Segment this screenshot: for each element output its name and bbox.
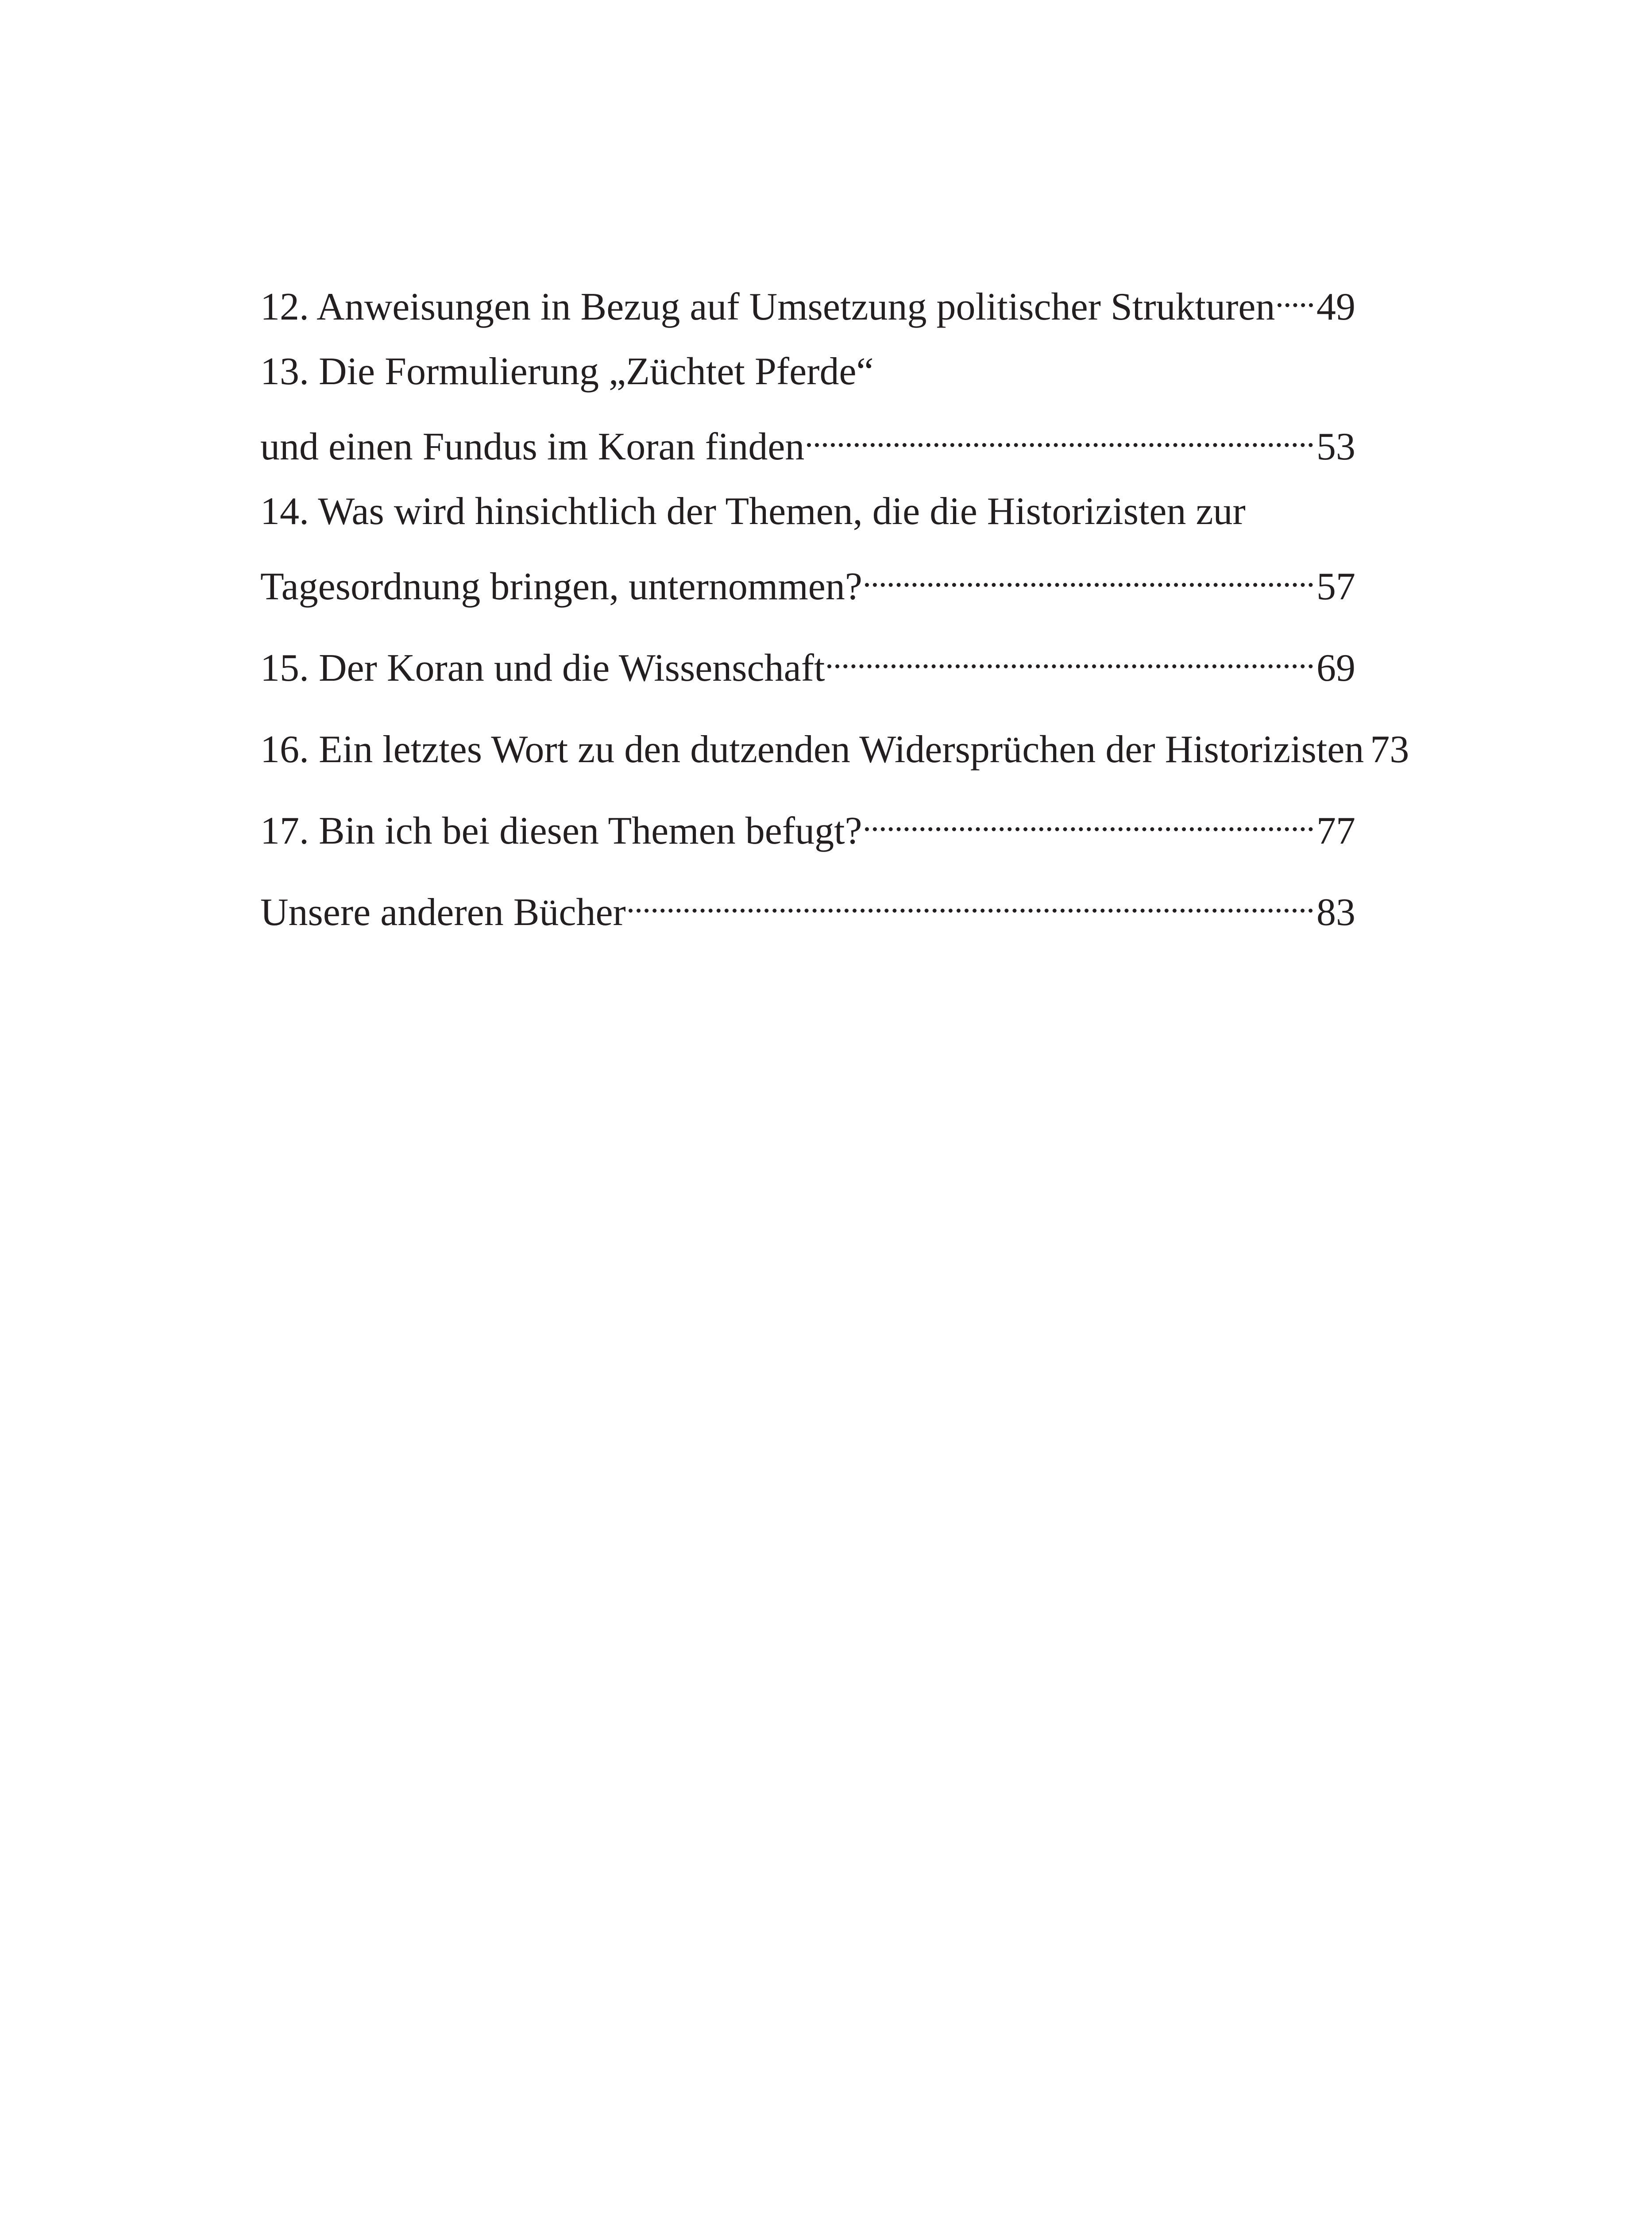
toc-entry-other-books[interactable] — [260, 867, 1355, 942]
table-of-contents — [260, 261, 1409, 948]
dot-leader — [1278, 261, 1313, 320]
toc-entry-page: 53 — [1316, 425, 1355, 468]
toc-entry-title-line-2: und einen Fundus im Koran finden — [260, 425, 805, 468]
toc-entry-title-line-1: 14. Was wird hinsichtlich der Themen, die die Historizisten zur — [260, 490, 1246, 533]
toc-entry-title-line-1: 13. Die Formulierung „Züchtet Pferde“ — [260, 350, 874, 393]
toc-entry-title: 15. Der Koran und die Wissenschaft — [260, 647, 825, 690]
toc-entry-page: 57 — [1316, 565, 1355, 608]
dot-leader — [629, 867, 1313, 925]
toc-entry-page: 49 — [1316, 285, 1355, 328]
toc-entry-title: Unsere anderen Bücher — [260, 891, 626, 934]
dot-leader — [827, 622, 1313, 681]
dot-leader — [865, 541, 1313, 599]
toc-entry-12[interactable] — [260, 261, 1355, 336]
toc-entry-page: 83 — [1316, 891, 1355, 934]
toc-entry-16[interactable] — [260, 704, 1409, 779]
dot-leader — [865, 785, 1313, 844]
toc-entry-14[interactable] — [260, 482, 1355, 616]
toc-entry-title: 12. Anweisungen in Bezug auf Umsetzung politischer Strukturen — [260, 285, 1275, 328]
toc-entry-page: 73 — [1370, 728, 1409, 771]
toc-entry-page: 77 — [1316, 810, 1355, 852]
toc-entry-title-line-2: Tagesordnung bringen, unternommen? — [260, 565, 862, 608]
toc-entry-17[interactable] — [260, 785, 1355, 860]
toc-entry-title: 16. Ein letztes Wort zu den dutzenden Widersprüchen der Historizisten — [260, 728, 1364, 771]
toc-entry-page: 69 — [1316, 647, 1355, 690]
dot-leader — [807, 401, 1313, 459]
toc-entry-title: 17. Bin ich bei diesen Themen befugt? — [260, 810, 862, 852]
toc-entry-13[interactable] — [260, 343, 1355, 476]
toc-entry-15[interactable] — [260, 622, 1355, 698]
